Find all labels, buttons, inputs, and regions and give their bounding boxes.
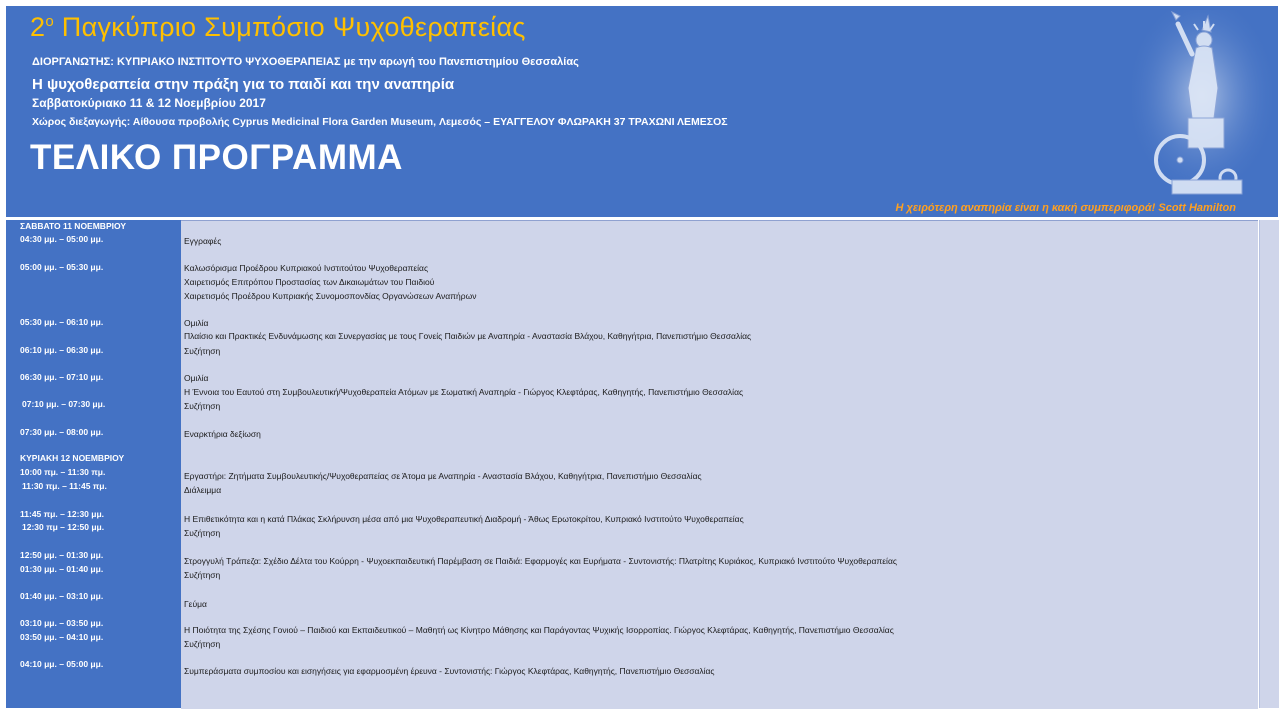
schedule-item: Συμπεράσματα συμποσίου και εισηγήσεις για εφαρμοσμένη έρευνα - Συντονιστής: Γιώργος Κλεφτάρας, Καθηγητής, Πανεπιστήμιο Θεσσαλίας xyxy=(184,666,715,676)
time-slot: 12:30 πμ – 12:50 μμ. xyxy=(22,522,105,532)
schedule-item: Η Ποιότητα της Σχέσης Γονιού – Παιδιού και Εκπαιδευτικού – Μαθητή ως Κίνητρο Μάθησης και Παράγοντας Ψυχικής Ισορροπίας. Γιώργος Κλεφτάρας, Καθηγητής, Πανεπιστήμιο Θεσσαλίας xyxy=(184,625,894,635)
time-slot: 01:30 μμ. – 01:40 μμ. xyxy=(20,564,104,574)
schedule-item: Στρογγυλή Τράπεζα: Σχέδιο Δέλτα του Κούρρη - Ψυχοεκπαιδευτική Παρέμβαση σε Παιδιά: Εφαρμογές και Ευρήματα - Συντονιστής: Πλατρίτης Κυριάκος, Κυπριακό Ινστιτούτο Ψυχοθεραπείας xyxy=(184,556,897,566)
time-slot: 12:50 μμ. – 01:30 μμ. xyxy=(20,550,104,560)
schedule-item: Συζήτηση xyxy=(184,570,221,580)
schedule-item: Πλαίσιο και Πρακτικές Ενδυνάμωσης και Συνεργασίας με τους Γονείς Παιδιών με Αναπηρία - Αναστασία Βλάχου, Καθηγήτρια, Πανεπιστήμιο Θεσσαλίας xyxy=(184,331,752,341)
time-slot: 06:10 μμ. – 06:30 μμ. xyxy=(20,345,104,355)
dates-line: Σαββατοκύριακο 11 & 12 Νοεμβρίου 2017 xyxy=(32,96,266,110)
time-slot: 04:30 μμ. – 05:00 μμ. xyxy=(20,234,104,244)
schedule-item: Συζήτηση xyxy=(184,639,221,649)
time-slot: 11:30 πμ. – 11:45 πμ. xyxy=(22,481,107,491)
program-title: ΤΕΛΙΚΟ ΠΡΟΓΡΑΜΜΑ xyxy=(30,138,403,177)
schedule-item: Εργαστήρι: Ζητήματα Συμβουλευτικής/Ψυχοθεραπείας σε Άτομα με Αναπηρία - Αναστασία Βλάχου, Καθηγήτρια, Πανεπιστήμιο Θεσσαλίας xyxy=(184,471,702,481)
schedule-item: Συζήτηση xyxy=(184,346,221,356)
schedule-item: Διάλειμμα xyxy=(184,485,222,495)
quote: Η χειρότερη αναπηρία είναι η κακή συμπεριφορά! Scott Hamilton xyxy=(895,202,1236,214)
statue-with-wheelchair-icon xyxy=(1132,10,1272,200)
schedule-item: Χαιρετισμός Επιτρόπου Προστασίας των Δικαιωμάτων του Παιδιού xyxy=(184,277,435,287)
schedule-item: Εναρκτήρια δεξίωση xyxy=(184,429,261,439)
schedule-item: Η Επιθετικότητα και η κατά Πλάκας Σκλήρυνση μέσα από μια Ψυχοθεραπευτική Διαδρομή - Άθως Ερωτοκρίτου, Κυπριακό Ινστιτούτο Ψυχοθεραπείας xyxy=(184,514,744,524)
schedule-item: Καλωσόρισμα Προέδρου Κυπριακού Ινστιτούτου Ψυχοθεραπείας xyxy=(184,263,429,273)
time-slot: 10:00 πμ. – 11:30 πμ. xyxy=(20,467,106,477)
header-banner xyxy=(6,6,1278,217)
schedule-item: Η Έννοια του Εαυτού στη Συμβουλευτική/Ψυχοθεραπεία Ατόμων με Σωματική Αναπηρία - Γιώργος Κλεφτάρας, Καθηγητής, Πανεπιστήμιο Θεσσαλίας xyxy=(184,387,744,397)
time-slot: 06:30 μμ. – 07:10 μμ. xyxy=(20,372,104,382)
schedule-item: Χαιρετισμός Προέδρου Κυπριακής Συνομοσπονδίας Οργανώσεων Αναπήρων xyxy=(184,291,477,301)
day-sunday: ΚΥΡΙΑΚΗ 12 ΝΟΕΜΒΡΙΟΥ xyxy=(20,453,125,463)
schedule-item: Ομιλία xyxy=(184,373,209,383)
venue-line: Χώρος διεξαγωγής: Αίθουσα προβολής Cyprus Medicinal Flora Garden Museum, Λεμεσός – ΕΥΑΓΓΕΛΟΥ ΦΛΩΡΑΚΗ 37 ΤΡΑΧΩΝΙ ΛΕΜΕΣΟΣ xyxy=(32,116,728,128)
organizer-line: ΔΙΟΡΓΑΝΩΤΗΣ: ΚΥΠΡΙΑΚΟ ΙΝΣΤΙΤΟΥΤΟ ΨΥΧΟΘΕΡΑΠΕΙΑΣ με την αρωγή του Πανεπιστημίου Θεσσαλίας xyxy=(32,56,579,68)
schedule-item: Συζήτηση xyxy=(184,528,221,538)
time-slot: 04:10 μμ. – 05:00 μμ. xyxy=(20,659,104,669)
time-slot: 11:45 πμ. – 12:30 μμ. xyxy=(20,509,105,519)
time-slot: 07:30 μμ. – 08:00 μμ. xyxy=(20,427,104,437)
day-saturday: ΣΑΒΒΑΤΟ 11 ΝΟΕΜΒΡΙΟΥ xyxy=(20,221,127,231)
time-slot: 07:10 μμ. – 07:30 μμ. xyxy=(22,399,106,409)
schedule-item: Συζήτηση xyxy=(184,401,221,411)
time-slot: 03:50 μμ. – 04:10 μμ. xyxy=(20,632,104,642)
time-slot: 05:00 μμ. – 05:30 μμ. xyxy=(20,262,104,272)
edge-strip xyxy=(1259,220,1279,708)
schedule-item: Ομιλία xyxy=(184,318,209,328)
schedule-item: Γεύμα xyxy=(184,599,207,609)
time-slot: 05:30 μμ. – 06:10 μμ. xyxy=(20,317,104,327)
symposium-title: $2^o$ Παγκύπριο Συμπόσιο Ψυχοθεραπείας xyxy=(30,12,526,42)
time-slot: 01:40 μμ. – 03:10 μμ. xyxy=(20,591,104,601)
time-slot: 03:10 μμ. – 03:50 μμ. xyxy=(20,618,104,628)
schedule-item: Εγγραφές xyxy=(184,236,222,246)
subtitle: Η ψυχοθεραπεία στην πράξη για το παιδί και την αναπηρία xyxy=(32,76,455,93)
